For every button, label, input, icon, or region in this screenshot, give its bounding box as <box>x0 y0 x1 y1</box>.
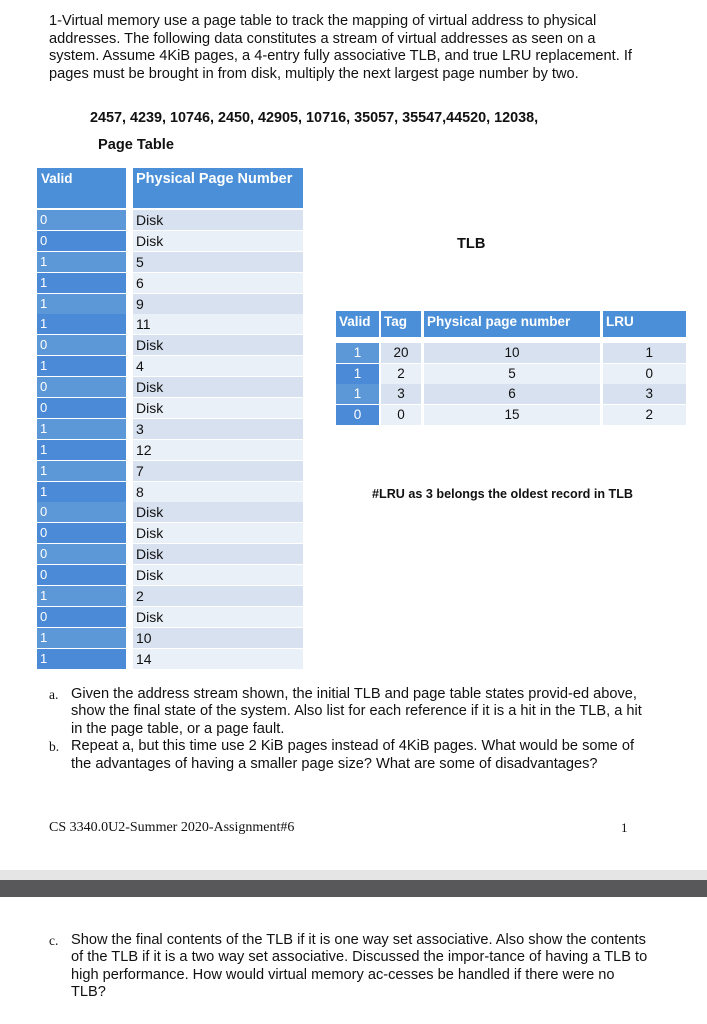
tlb-tag-cell: 2 <box>381 364 421 384</box>
pt-ppn-cell: 2 <box>133 586 303 606</box>
pt-ppn-cell: 9 <box>133 294 303 314</box>
pt-ppn-cell: 14 <box>133 649 303 669</box>
pt-ppn-cell: 12 <box>133 440 303 460</box>
tlb-lru-cell: 2 <box>603 405 686 425</box>
pt-ppn-cell: Disk <box>133 544 303 564</box>
tlb-lru-cell: 1 <box>603 343 686 363</box>
pt-valid-cell: 0 <box>37 231 126 251</box>
tlb-ppn-cell: 10 <box>424 343 600 363</box>
pt-valid-cell: 0 <box>37 523 126 543</box>
page-table-header-valid: Valid <box>37 168 126 208</box>
pt-valid-cell: 1 <box>37 482 126 502</box>
pt-ppn-cell: Disk <box>133 231 303 251</box>
pt-ppn-cell: 5 <box>133 252 303 272</box>
pt-ppn-cell: 7 <box>133 461 303 481</box>
pt-ppn-cell: Disk <box>133 335 303 355</box>
tlb-valid-cell: 1 <box>336 364 379 384</box>
pt-ppn-cell: 8 <box>133 482 303 502</box>
question-a-label: a. <box>49 687 59 702</box>
pt-ppn-cell: 11 <box>133 314 303 334</box>
pt-ppn-cell: Disk <box>133 523 303 543</box>
pt-valid-cell: 1 <box>37 461 126 481</box>
pt-valid-cell: 1 <box>37 649 126 669</box>
pt-ppn-cell: Disk <box>133 502 303 522</box>
pt-valid-cell: 0 <box>37 377 126 397</box>
pt-valid-cell: 1 <box>37 356 126 376</box>
tlb-lru-cell: 0 <box>603 364 686 384</box>
footer-page-number: 1 <box>621 820 628 835</box>
page-table-header-ppn: Physical Page Number <box>133 168 303 208</box>
pt-ppn-cell: 3 <box>133 419 303 439</box>
pt-ppn-cell: Disk <box>133 210 303 230</box>
pt-valid-cell: 0 <box>37 502 126 522</box>
question-b-label: b. <box>49 739 60 755</box>
tlb-valid-cell: 1 <box>336 384 379 404</box>
pt-valid-cell: 1 <box>37 419 126 439</box>
pt-ppn-cell: Disk <box>133 607 303 627</box>
pt-valid-cell: 0 <box>37 565 126 585</box>
pt-valid-cell: 1 <box>37 294 126 314</box>
pt-valid-cell: 0 <box>37 335 126 355</box>
pt-valid-cell: 0 <box>37 544 126 564</box>
question-c-text: Show the final contents of the TLB if it is one way set associative. Also show the contents of the TLB if it is a two way set associative. Discussed the impor-tance of having a TLB to high performance. How would virtual memory ac-cesses be handled if there were no TLB? <box>71 932 648 1001</box>
pt-valid-cell: 0 <box>37 398 126 418</box>
pt-ppn-cell: Disk <box>133 377 303 397</box>
question-a <box>49 686 649 738</box>
page-table-title: Page Table <box>98 137 174 153</box>
pt-valid-cell: 1 <box>37 273 126 293</box>
page-separator <box>0 880 707 897</box>
tlb-tag-cell: 0 <box>381 405 421 425</box>
address-stream: 2457, 4239, 10746, 2450, 42905, 10716, 35057, 35547,44520, 12038, <box>90 110 539 126</box>
tlb-header-lru: LRU <box>603 311 686 337</box>
pt-ppn-cell: Disk <box>133 398 303 418</box>
tlb-valid-cell: 0 <box>336 405 379 425</box>
tlb-tag-cell: 20 <box>381 343 421 363</box>
page-gap <box>0 870 707 880</box>
question-b-text: Repeat a, but this time use 2 KiB pages instead of 4KiB pages. What would be some of the advantages of having a smaller page size? What are some of disadvantages? <box>71 738 634 772</box>
question-c <box>49 932 649 1002</box>
pt-valid-cell: 1 <box>37 440 126 460</box>
tlb-header-ppn: Physical page number <box>424 311 600 337</box>
pt-valid-cell: 0 <box>37 607 126 627</box>
footer-course: CS 3340.0U2-Summer 2020-Assignment#6 <box>49 820 295 835</box>
tlb-lru-cell: 3 <box>603 384 686 404</box>
question-list <box>49 686 649 773</box>
question-a-text: Given the address stream shown, the initial TLB and page table states provid-ed above, show the final state of the system. Also list for each reference if it is a hit in the TLB, a hit in the page table, or a page fault. <box>71 686 642 737</box>
question-b <box>49 738 649 773</box>
tlb-ppn-cell: 15 <box>424 405 600 425</box>
pt-valid-cell: 1 <box>37 252 126 272</box>
pt-valid-cell: 1 <box>37 314 126 334</box>
problem-intro: 1-Virtual memory use a page table to track the mapping of virtual address to physical addresses. The following data constitutes a stream of virtual addresses as seen on a system. Assume 4KiB pages, a 4-entry fully associative TLB, and true LRU replacement. If pages must be brought in from disk, multiply the next largest page number by two. <box>49 13 632 82</box>
pt-ppn-cell: Disk <box>133 565 303 585</box>
tlb-title: TLB <box>457 236 486 252</box>
pt-ppn-cell: 4 <box>133 356 303 376</box>
pt-valid-cell: 0 <box>37 210 126 230</box>
tlb-header-tag: Tag <box>381 311 421 337</box>
pt-ppn-cell: 6 <box>133 273 303 293</box>
lru-note: #LRU as 3 belongs the oldest record in TLB <box>372 487 634 501</box>
tlb-ppn-cell: 5 <box>424 364 600 384</box>
tlb-tag-cell: 3 <box>381 384 421 404</box>
pt-valid-cell: 1 <box>37 586 126 606</box>
tlb-ppn-cell: 6 <box>424 384 600 404</box>
pt-ppn-cell: 10 <box>133 628 303 648</box>
question-c-label: c. <box>49 933 59 948</box>
question-list-page-2 <box>49 932 649 1002</box>
tlb-valid-cell: 1 <box>336 343 379 363</box>
pt-valid-cell: 1 <box>37 628 126 648</box>
tlb-header-valid: Valid <box>336 311 379 337</box>
